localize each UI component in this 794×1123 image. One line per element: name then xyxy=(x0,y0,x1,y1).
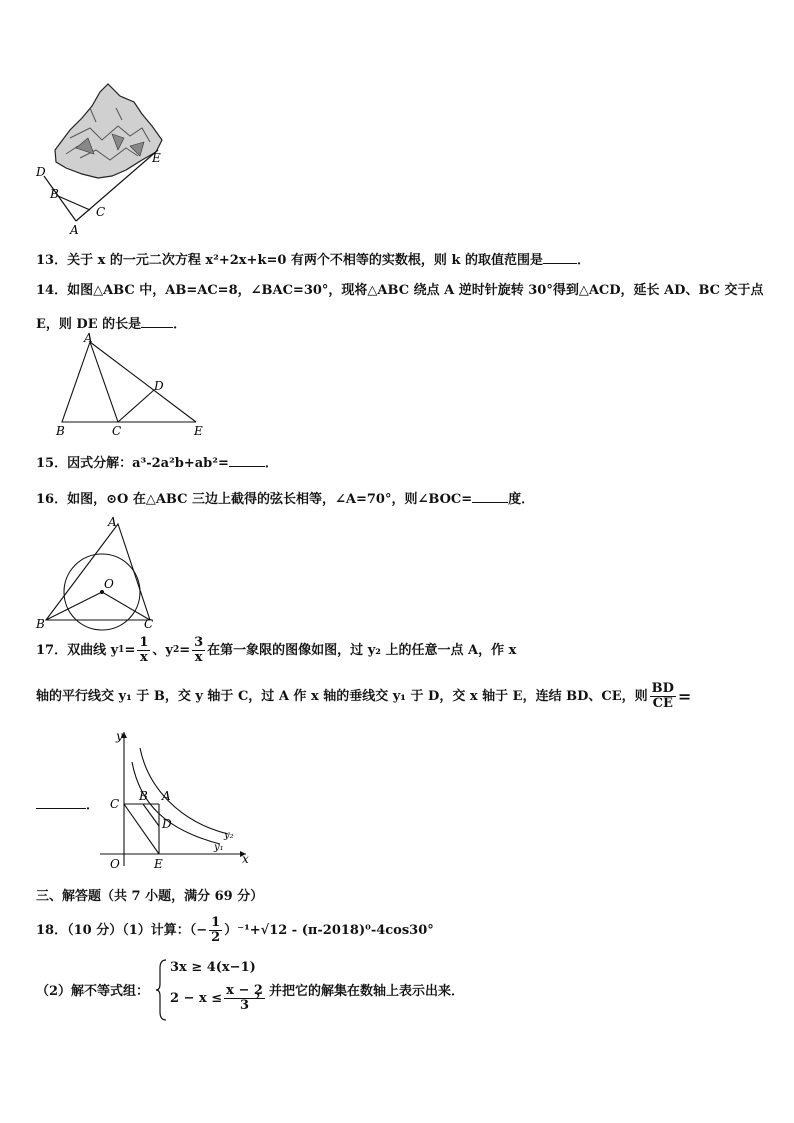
line-ob xyxy=(46,592,102,620)
equals-sign: = xyxy=(124,642,136,658)
question-15-text: 15．因式分解：a³-2a²b+ab²= xyxy=(36,456,229,471)
label-o: O xyxy=(110,857,120,871)
label-e: E xyxy=(152,151,161,165)
section-heading xyxy=(36,889,263,905)
triangle-abc xyxy=(62,342,118,422)
question-14-text: 14．如图△ABC 中，AB=AC=8，∠BAC=30°，现将△ABC 绕点 A 逆时针旋转 30°得到△ACD，延长 AD、BC 交于点 xyxy=(36,283,764,298)
question-16-end: 度． xyxy=(508,492,535,507)
line-ae xyxy=(90,342,196,422)
question-16-text: 16．如图，⊙O 在△ABC 三边上截得的弦长相等，∠A=70°，则∠BOC= xyxy=(36,492,473,507)
label-b: B xyxy=(56,424,65,438)
fraction-3-over-x xyxy=(192,636,205,665)
fraction-one-half xyxy=(209,916,222,945)
numerator: 1 xyxy=(139,635,149,650)
inequality-1 xyxy=(170,960,256,976)
question-15-end: ． xyxy=(264,456,278,471)
question-17-line1 xyxy=(36,636,516,665)
section-3-title: 三、解答题（共 7 小题，满分 69 分） xyxy=(36,889,264,904)
answer-blank[interactable] xyxy=(472,490,508,503)
question-17-mid: 、y xyxy=(152,642,173,658)
question-14-text2: E，则 DE 的长是 xyxy=(36,317,142,332)
question-16 xyxy=(36,490,534,508)
denominator: 3 xyxy=(240,998,250,1013)
numerator: x − 2 xyxy=(226,983,263,998)
figure-q14 xyxy=(48,332,218,440)
denominator: CE xyxy=(652,696,673,711)
line-bd xyxy=(143,804,159,826)
question-17-text: 在第一象限的图像如图，过 y₂ 上的任意一点 A，作 x xyxy=(207,642,517,658)
question-17-answer xyxy=(36,796,99,814)
question-18-part1 xyxy=(36,916,434,945)
denominator: x xyxy=(194,650,203,665)
label-b: B xyxy=(139,789,148,803)
question-14-line1 xyxy=(36,283,764,299)
question-17-end: ． xyxy=(86,798,100,813)
question-18-rest: ）⁻¹+√12 - (π-2018)⁰-4cos30° xyxy=(224,922,434,938)
label-a: A xyxy=(108,515,117,529)
question-18-part2-prefix xyxy=(36,984,149,1000)
rock-illustration xyxy=(55,84,162,178)
line-ce xyxy=(124,804,159,854)
label-c: C xyxy=(110,797,120,811)
line-cd xyxy=(118,390,154,422)
fraction-1-over-x xyxy=(137,636,150,665)
label-a: A xyxy=(84,332,93,345)
fraction-bd-over-ce xyxy=(650,682,676,711)
part2-label: （2）解不等式组： xyxy=(36,984,150,999)
question-17-line2 xyxy=(36,682,691,711)
part2-instruction: ，并把它的解集在数轴上表示出来． xyxy=(256,984,465,999)
answer-blank[interactable] xyxy=(543,251,577,264)
question-18-part2-suffix xyxy=(256,984,464,1000)
label-e: E xyxy=(194,424,203,438)
label-y: y xyxy=(116,729,123,743)
answer-blank[interactable] xyxy=(141,315,173,328)
question-18-head: 18．（10 分）（1）计算：（− xyxy=(36,922,208,938)
inequality-2 xyxy=(170,984,267,1013)
label-d: D xyxy=(36,165,46,179)
label-o: O xyxy=(104,577,114,591)
inequality-1-text: 3x ≥ 4(x−1) xyxy=(170,960,256,975)
question-14-line2 xyxy=(36,315,186,333)
figure-q12 xyxy=(30,78,180,238)
equals-sign: = xyxy=(179,642,191,658)
system-brace xyxy=(156,958,168,1022)
label-c: C xyxy=(144,617,154,631)
curve-y1 xyxy=(132,762,220,844)
numerator: BD xyxy=(651,681,674,696)
label-c: C xyxy=(96,205,106,219)
numerator: 3 xyxy=(194,635,204,650)
line-da xyxy=(44,176,76,221)
answer-blank[interactable] xyxy=(36,796,86,809)
line-oc xyxy=(102,592,150,620)
label-a: A xyxy=(70,223,79,237)
label-b: B xyxy=(36,617,45,631)
question-14-end: ． xyxy=(173,317,187,332)
numerator: 1 xyxy=(211,915,221,930)
curve-y2 xyxy=(140,748,228,834)
label-a: A xyxy=(162,789,171,803)
question-13 xyxy=(36,251,590,269)
question-17-text2: 轴的平行线交 y₁ 于 B，交 y 轴于 C，过 A 作 x 轴的垂线交 y₁ 于 D，交 x 轴于 E，连结 BD、CE，则 xyxy=(36,688,648,704)
label-e: E xyxy=(154,857,163,871)
answer-blank[interactable] xyxy=(229,454,265,467)
denominator: 2 xyxy=(211,930,221,945)
subscript-1: 1 xyxy=(118,645,125,656)
subscript-2: 2 xyxy=(172,645,180,656)
question-13-end: ． xyxy=(576,253,590,268)
label-y2: y₂ xyxy=(224,830,234,841)
label-x: x xyxy=(242,852,249,866)
label-d: D xyxy=(162,817,172,831)
label-y1: y₁ xyxy=(214,842,224,853)
denominator: x xyxy=(139,650,148,665)
question-15 xyxy=(36,454,278,472)
figure-q17 xyxy=(96,726,256,872)
question-17-prefix: 17．双曲线 y xyxy=(36,642,119,658)
label-b: B xyxy=(50,187,59,201)
figure-q16 xyxy=(34,512,164,634)
label-c: C xyxy=(112,424,122,438)
label-d: D xyxy=(154,379,164,393)
equals-sign: = xyxy=(677,686,692,706)
question-13-text: 13．关于 x 的一元二次方程 x²+2x+k=0 有两个不相等的实数根，则 k 的取值范围是 xyxy=(36,253,543,268)
inequality-2-left: 2 − x ≤ xyxy=(170,990,223,1006)
